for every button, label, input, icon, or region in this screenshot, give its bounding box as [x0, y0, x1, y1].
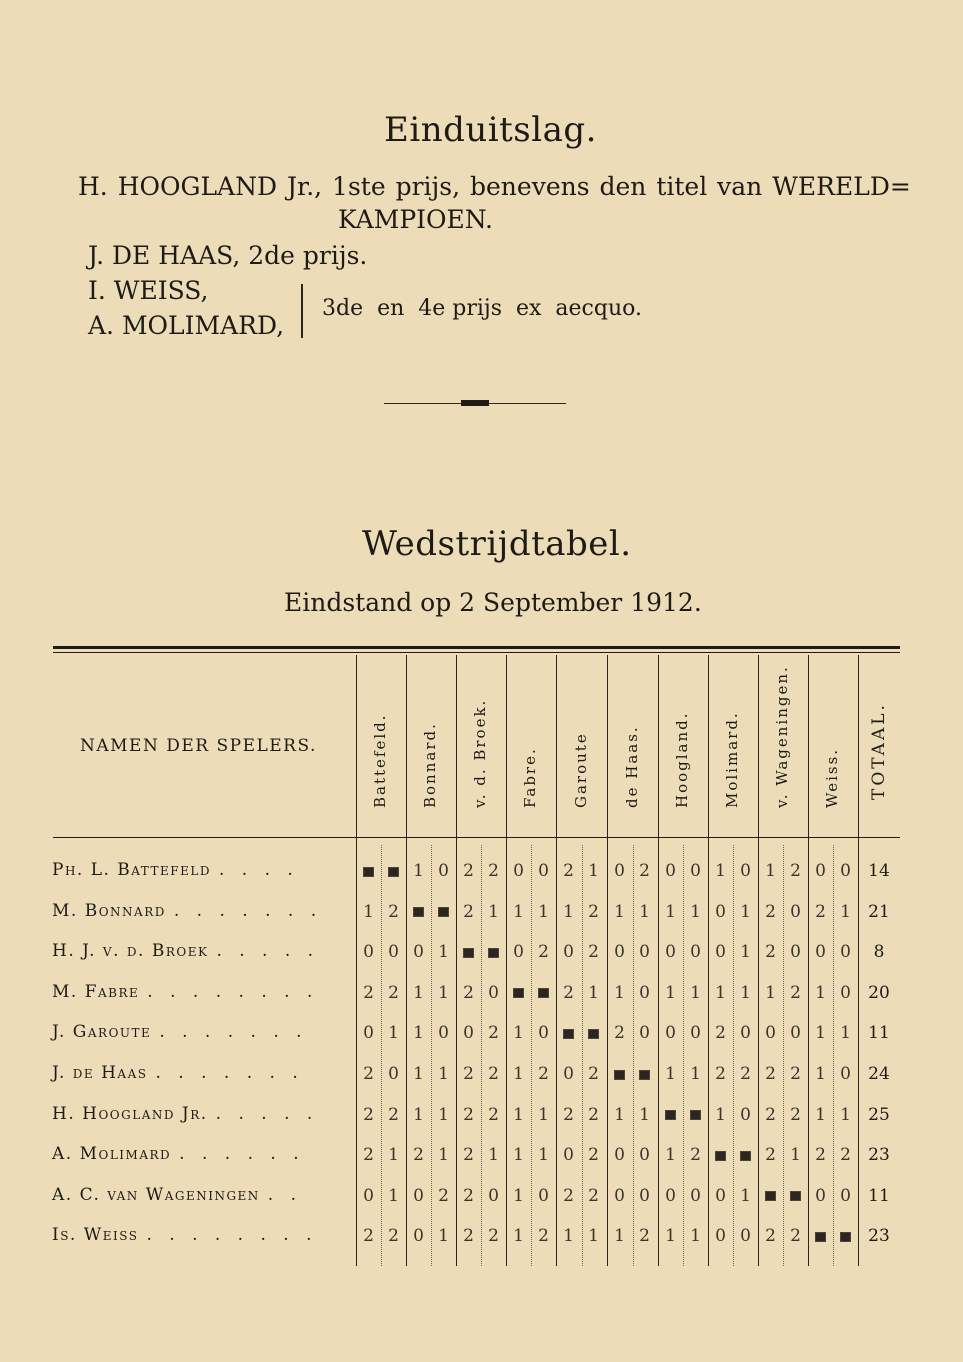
- score-cell: 1: [815, 1023, 826, 1044]
- score-cell: 0: [463, 1023, 474, 1044]
- score-cell: 0: [413, 942, 424, 963]
- header-bottom-rule: [53, 837, 900, 838]
- score-cell: 0: [488, 982, 499, 1003]
- score-cell: 1: [665, 1226, 676, 1247]
- score-cell: 1: [765, 982, 776, 1003]
- score-cell: 0: [790, 942, 801, 963]
- score-cell: 2: [790, 1226, 801, 1247]
- no-game-block: [463, 948, 474, 958]
- score-cell: 1: [665, 901, 676, 922]
- score-cell: 0: [815, 861, 826, 881]
- dot-leader: . . . . . . . .: [147, 981, 319, 1002]
- player-name: H. J. v. d. Broek: [52, 941, 209, 962]
- score-cell: 2: [815, 901, 826, 922]
- row-total: 8: [873, 942, 885, 963]
- score-cell: 1: [815, 982, 826, 1003]
- score-cell: 1: [840, 901, 851, 922]
- score-cell: 2: [463, 861, 474, 881]
- dot-leader: . . . .: [218, 860, 299, 880]
- score-cell: 1: [690, 901, 701, 922]
- score-cell: 0: [665, 1023, 676, 1044]
- score-cell: 0: [363, 942, 374, 963]
- score-cell: 2: [413, 1145, 424, 1166]
- no-game-block: [665, 1110, 676, 1120]
- score-cell: 0: [740, 861, 751, 881]
- score-cell: 2: [488, 1226, 499, 1247]
- score-cell: 1: [413, 982, 424, 1003]
- score-cell: 1: [614, 901, 625, 922]
- winner-line-2: KAMPIOEN.: [338, 205, 493, 234]
- score-cell: 2: [363, 982, 374, 1003]
- third-prize-player-b: A. MOLIMARD,: [88, 311, 285, 340]
- score-cell: 2: [538, 1226, 549, 1247]
- score-cell: 2: [488, 1064, 499, 1084]
- score-cell: 2: [790, 982, 801, 1003]
- score-cell: 2: [690, 1145, 701, 1166]
- row-total: 21: [868, 901, 890, 922]
- score-cell: 0: [639, 1023, 650, 1044]
- score-cell: 2: [563, 861, 574, 881]
- score-cell: 2: [715, 1064, 726, 1084]
- score-cell: 0: [363, 1185, 374, 1206]
- player-name: M. Bonnard: [52, 900, 166, 921]
- score-cell: [658, 1104, 683, 1126]
- score-cell: 1: [438, 1104, 449, 1125]
- score-cell: 0: [538, 1185, 549, 1206]
- score-cell: [733, 1144, 758, 1166]
- score-cell: 2: [639, 1226, 650, 1247]
- no-game-block: [388, 867, 399, 877]
- no-game-block: [438, 907, 449, 917]
- score-cell: 1: [715, 861, 726, 881]
- player-name: H. Hoogland Jr.: [52, 1103, 208, 1124]
- score-cell: 0: [563, 1145, 574, 1166]
- score-cell: 0: [639, 1145, 650, 1166]
- score-cell: 0: [363, 1023, 374, 1044]
- score-cell: 1: [488, 901, 499, 922]
- score-cell: 0: [790, 901, 801, 922]
- score-cell: 1: [513, 1185, 524, 1206]
- score-cell: 0: [614, 1145, 625, 1166]
- score-cell: 1: [665, 1064, 676, 1084]
- score-cell: 1: [614, 1104, 625, 1125]
- no-game-block: [639, 1070, 650, 1080]
- score-cell: 1: [538, 1104, 549, 1125]
- score-cell: [381, 860, 406, 882]
- score-cell: 2: [588, 1185, 599, 1206]
- score-cell: 2: [614, 1023, 625, 1044]
- score-cell: 2: [588, 901, 599, 922]
- tie-text: 3de en 4e prijs ex aecquo.: [322, 296, 642, 321]
- score-cell: 0: [639, 942, 650, 963]
- dot-leader: . .: [267, 1184, 303, 1205]
- dot-leader: . . . . .: [216, 941, 320, 962]
- score-cell: 2: [765, 901, 776, 922]
- column-header-7: Molimard.: [723, 711, 741, 808]
- score-cell: 0: [388, 1064, 399, 1084]
- score-cell: 0: [665, 1185, 676, 1206]
- score-cell: 0: [690, 942, 701, 963]
- dot-leader: . . . . . . .: [173, 900, 323, 921]
- score-cell: 1: [388, 1145, 399, 1166]
- score-cell: 0: [513, 861, 524, 881]
- score-cell: 0: [740, 1023, 751, 1044]
- player-name: A. C. van Wageningen: [52, 1184, 260, 1205]
- score-cell: 0: [665, 861, 676, 881]
- column-header-9: Weiss.: [823, 747, 841, 808]
- score-cell: 1: [815, 1104, 826, 1125]
- score-cell: 1: [614, 1226, 625, 1247]
- total-column-header: TOTAAL.: [869, 702, 889, 800]
- score-cell: [556, 1022, 581, 1044]
- score-cell: 2: [388, 901, 399, 922]
- player-name: A. Molimard: [52, 1144, 172, 1165]
- score-cell: 1: [513, 1064, 524, 1084]
- score-cell: 1: [413, 1064, 424, 1084]
- dot-leader: . . . . . . .: [155, 1063, 304, 1083]
- score-cell: 2: [563, 1104, 574, 1125]
- ornament-divider-block: [461, 400, 489, 406]
- score-cell: 1: [363, 901, 374, 922]
- table-top-rule-thin: [53, 652, 900, 653]
- no-game-block: [363, 867, 374, 877]
- row-total: 20: [868, 982, 890, 1003]
- score-cell: [632, 1063, 657, 1085]
- score-cell: 1: [840, 1104, 851, 1125]
- score-cell: 0: [538, 1023, 549, 1044]
- score-cell: 1: [740, 901, 751, 922]
- row-total: 23: [868, 1226, 890, 1247]
- no-game-block: [563, 1029, 574, 1039]
- row-total: 24: [868, 1064, 890, 1084]
- score-cell: 2: [488, 1023, 499, 1044]
- score-cell: 2: [840, 1145, 851, 1166]
- score-cell: 2: [790, 1064, 801, 1084]
- row-total: 25: [868, 1104, 890, 1125]
- score-cell: 0: [690, 861, 701, 881]
- no-game-block: [513, 988, 524, 998]
- score-cell: 1: [413, 861, 424, 881]
- score-cell: 0: [665, 942, 676, 963]
- score-cell: 1: [588, 861, 599, 881]
- score-cell: [431, 901, 456, 923]
- score-cell: [506, 982, 531, 1004]
- dot-leader: . . . . . . .: [159, 1022, 308, 1043]
- table-subtitle: Eindstand op 2 September 1912.: [284, 588, 702, 617]
- score-cell: 1: [665, 1145, 676, 1166]
- winner-line-1: H. HOOGLAND Jr., 1ste prijs, benevens den titel van WERELD=: [78, 172, 911, 201]
- column-header-1: Bonnard.: [421, 722, 439, 808]
- score-cell: 1: [413, 1023, 424, 1044]
- no-game-block: [538, 988, 549, 998]
- player-name: J. de Haas: [52, 1063, 148, 1083]
- score-cell: 0: [840, 1185, 851, 1206]
- score-cell: 2: [588, 1064, 599, 1084]
- player-name: Ph. L. Battefeld: [52, 860, 211, 880]
- column-header-8: v. Wageningen.: [773, 665, 791, 808]
- score-cell: 1: [388, 1185, 399, 1206]
- score-cell: 1: [438, 1145, 449, 1166]
- score-cell: [808, 1225, 833, 1247]
- player-name: Is. Weiss: [52, 1225, 139, 1246]
- no-game-block: [488, 948, 499, 958]
- score-cell: 0: [740, 1104, 751, 1125]
- score-cell: 1: [639, 1104, 650, 1125]
- score-cell: 2: [765, 1064, 776, 1084]
- no-game-block: [765, 1191, 776, 1201]
- score-cell: 1: [588, 982, 599, 1003]
- score-cell: 0: [765, 1023, 776, 1044]
- score-cell: 2: [563, 1185, 574, 1206]
- score-cell: 1: [690, 1226, 701, 1247]
- score-cell: 1: [740, 942, 751, 963]
- dot-leader: . . . . .: [215, 1103, 319, 1124]
- score-cell: 2: [463, 982, 474, 1003]
- score-cell: 1: [513, 1145, 524, 1166]
- score-cell: 0: [614, 861, 625, 881]
- score-cell: 0: [715, 901, 726, 922]
- score-cell: 2: [563, 982, 574, 1003]
- score-cell: [531, 982, 556, 1004]
- score-cell: 1: [513, 1226, 524, 1247]
- score-cell: 0: [740, 1226, 751, 1247]
- score-cell: 1: [588, 1226, 599, 1247]
- score-cell: 1: [513, 901, 524, 922]
- score-cell: 0: [715, 1185, 726, 1206]
- dot-leader: . . . . . . . .: [146, 1225, 318, 1246]
- score-cell: 1: [538, 901, 549, 922]
- no-game-block: [614, 1070, 625, 1080]
- column-header-6: Hoogland.: [673, 711, 691, 808]
- score-cell: 2: [790, 861, 801, 881]
- no-game-block: [690, 1110, 701, 1120]
- score-cell: 0: [639, 982, 650, 1003]
- score-cell: 1: [690, 1064, 701, 1084]
- score-cell: 1: [438, 1064, 449, 1084]
- column-header-3: Fabre.: [521, 747, 539, 808]
- score-cell: 1: [815, 1064, 826, 1084]
- score-cell: 1: [538, 1145, 549, 1166]
- score-cell: 0: [840, 861, 851, 881]
- score-cell: 0: [388, 942, 399, 963]
- score-cell: 0: [614, 942, 625, 963]
- score-cell: 2: [363, 1064, 374, 1084]
- score-cell: 2: [790, 1104, 801, 1125]
- score-cell: 2: [639, 861, 650, 881]
- score-cell: [708, 1144, 733, 1166]
- score-cell: 0: [563, 942, 574, 963]
- score-cell: 1: [765, 861, 776, 881]
- score-cell: 0: [538, 861, 549, 881]
- no-game-block: [815, 1232, 826, 1242]
- score-cell: 0: [413, 1226, 424, 1247]
- score-cell: 0: [715, 942, 726, 963]
- score-cell: 2: [765, 1226, 776, 1247]
- score-cell: [683, 1104, 708, 1126]
- score-cell: 1: [790, 1145, 801, 1166]
- score-cell: 2: [438, 1185, 449, 1206]
- score-cell: 1: [388, 1023, 399, 1044]
- no-game-block: [588, 1029, 599, 1039]
- score-cell: 2: [363, 1226, 374, 1247]
- score-cell: 1: [438, 1226, 449, 1247]
- score-cell: 2: [588, 1145, 599, 1166]
- score-cell: 0: [840, 1064, 851, 1084]
- score-cell: 0: [815, 942, 826, 963]
- score-cell: [758, 1185, 783, 1207]
- score-cell: 2: [765, 1145, 776, 1166]
- score-cell: [481, 941, 506, 963]
- score-cell: 1: [513, 1104, 524, 1125]
- dot-leader: . . . . . .: [179, 1144, 305, 1165]
- score-cell: 0: [815, 1185, 826, 1206]
- score-cell: 1: [690, 982, 701, 1003]
- score-cell: 0: [790, 1023, 801, 1044]
- no-game-block: [840, 1232, 851, 1242]
- score-cell: 2: [463, 901, 474, 922]
- score-cell: 2: [463, 1185, 474, 1206]
- score-cell: 2: [538, 1064, 549, 1084]
- score-cell: 2: [388, 1104, 399, 1125]
- score-cell: 2: [765, 1104, 776, 1125]
- score-cell: 1: [715, 1104, 726, 1125]
- score-cell: [456, 941, 481, 963]
- score-cell: [607, 1063, 632, 1085]
- score-cell: 0: [563, 1064, 574, 1084]
- score-cell: 1: [740, 1185, 751, 1206]
- third-prize-player-a: I. WEISS,: [88, 276, 209, 305]
- column-header-5: de Haas.: [622, 725, 641, 808]
- score-cell: [356, 860, 381, 882]
- no-game-block: [790, 1191, 801, 1201]
- score-cell: 1: [563, 1226, 574, 1247]
- player-name: J. Garoute: [52, 1022, 152, 1043]
- table-top-rule-thick: [53, 646, 900, 649]
- score-cell: 2: [388, 1226, 399, 1247]
- column-header-2: v. d. Broek.: [471, 698, 489, 808]
- second-prize-line: J. DE HAAS, 2de prijs.: [88, 241, 368, 270]
- no-game-block: [740, 1151, 751, 1161]
- score-cell: 1: [413, 1104, 424, 1125]
- score-cell: 2: [463, 1145, 474, 1166]
- score-cell: 2: [363, 1104, 374, 1125]
- score-cell: 0: [413, 1185, 424, 1206]
- score-cell: 2: [463, 1104, 474, 1125]
- score-cell: 0: [690, 1023, 701, 1044]
- score-cell: 1: [563, 901, 574, 922]
- score-cell: 2: [463, 1226, 474, 1247]
- score-cell: 2: [740, 1064, 751, 1084]
- score-cell: 2: [488, 861, 499, 881]
- score-cell: 0: [840, 982, 851, 1003]
- score-cell: 1: [665, 982, 676, 1003]
- score-cell: 2: [488, 1104, 499, 1125]
- row-total: 11: [868, 1185, 890, 1206]
- score-cell: 0: [840, 942, 851, 963]
- player-name: M. Fabre: [52, 981, 140, 1002]
- table-title: Wedstrijdtabel.: [362, 524, 632, 564]
- column-header-0: Battefeld.: [371, 713, 389, 808]
- score-cell: 1: [840, 1023, 851, 1044]
- score-cell: 2: [815, 1145, 826, 1166]
- score-cell: [783, 1185, 808, 1207]
- score-cell: [406, 901, 431, 923]
- score-cell: 2: [715, 1023, 726, 1044]
- no-game-block: [715, 1151, 726, 1161]
- score-cell: 1: [513, 1023, 524, 1044]
- result-title: Einduitslag.: [384, 110, 597, 150]
- score-cell: 0: [438, 861, 449, 881]
- score-cell: 1: [438, 942, 449, 963]
- score-cell: 0: [715, 1226, 726, 1247]
- column-header-4: Garoute: [571, 732, 590, 808]
- tie-brace: [293, 284, 303, 338]
- score-cell: 2: [588, 1104, 599, 1125]
- score-cell: 2: [588, 942, 599, 963]
- score-cell: [833, 1225, 858, 1247]
- no-game-block: [413, 907, 424, 917]
- row-total: 23: [868, 1145, 890, 1166]
- score-cell: 2: [538, 942, 549, 963]
- score-cell: 2: [765, 942, 776, 963]
- score-cell: 2: [463, 1064, 474, 1084]
- score-cell: 0: [690, 1185, 701, 1206]
- score-cell: 1: [438, 982, 449, 1003]
- names-column-header: NAMEN DER SPELERS.: [80, 736, 317, 756]
- score-cell: 0: [488, 1185, 499, 1206]
- row-total: 14: [868, 861, 890, 881]
- score-cell: 2: [363, 1145, 374, 1166]
- score-cell: 1: [488, 1145, 499, 1166]
- score-cell: 1: [740, 982, 751, 1003]
- score-cell: [581, 1022, 606, 1044]
- score-cell: 1: [614, 982, 625, 1003]
- score-cell: 0: [639, 1185, 650, 1206]
- row-total: 11: [868, 1023, 890, 1044]
- score-cell: 2: [388, 982, 399, 1003]
- score-cell: 0: [614, 1185, 625, 1206]
- score-cell: 1: [715, 982, 726, 1003]
- score-cell: 1: [639, 901, 650, 922]
- score-cell: 0: [513, 942, 524, 963]
- score-cell: 0: [438, 1023, 449, 1044]
